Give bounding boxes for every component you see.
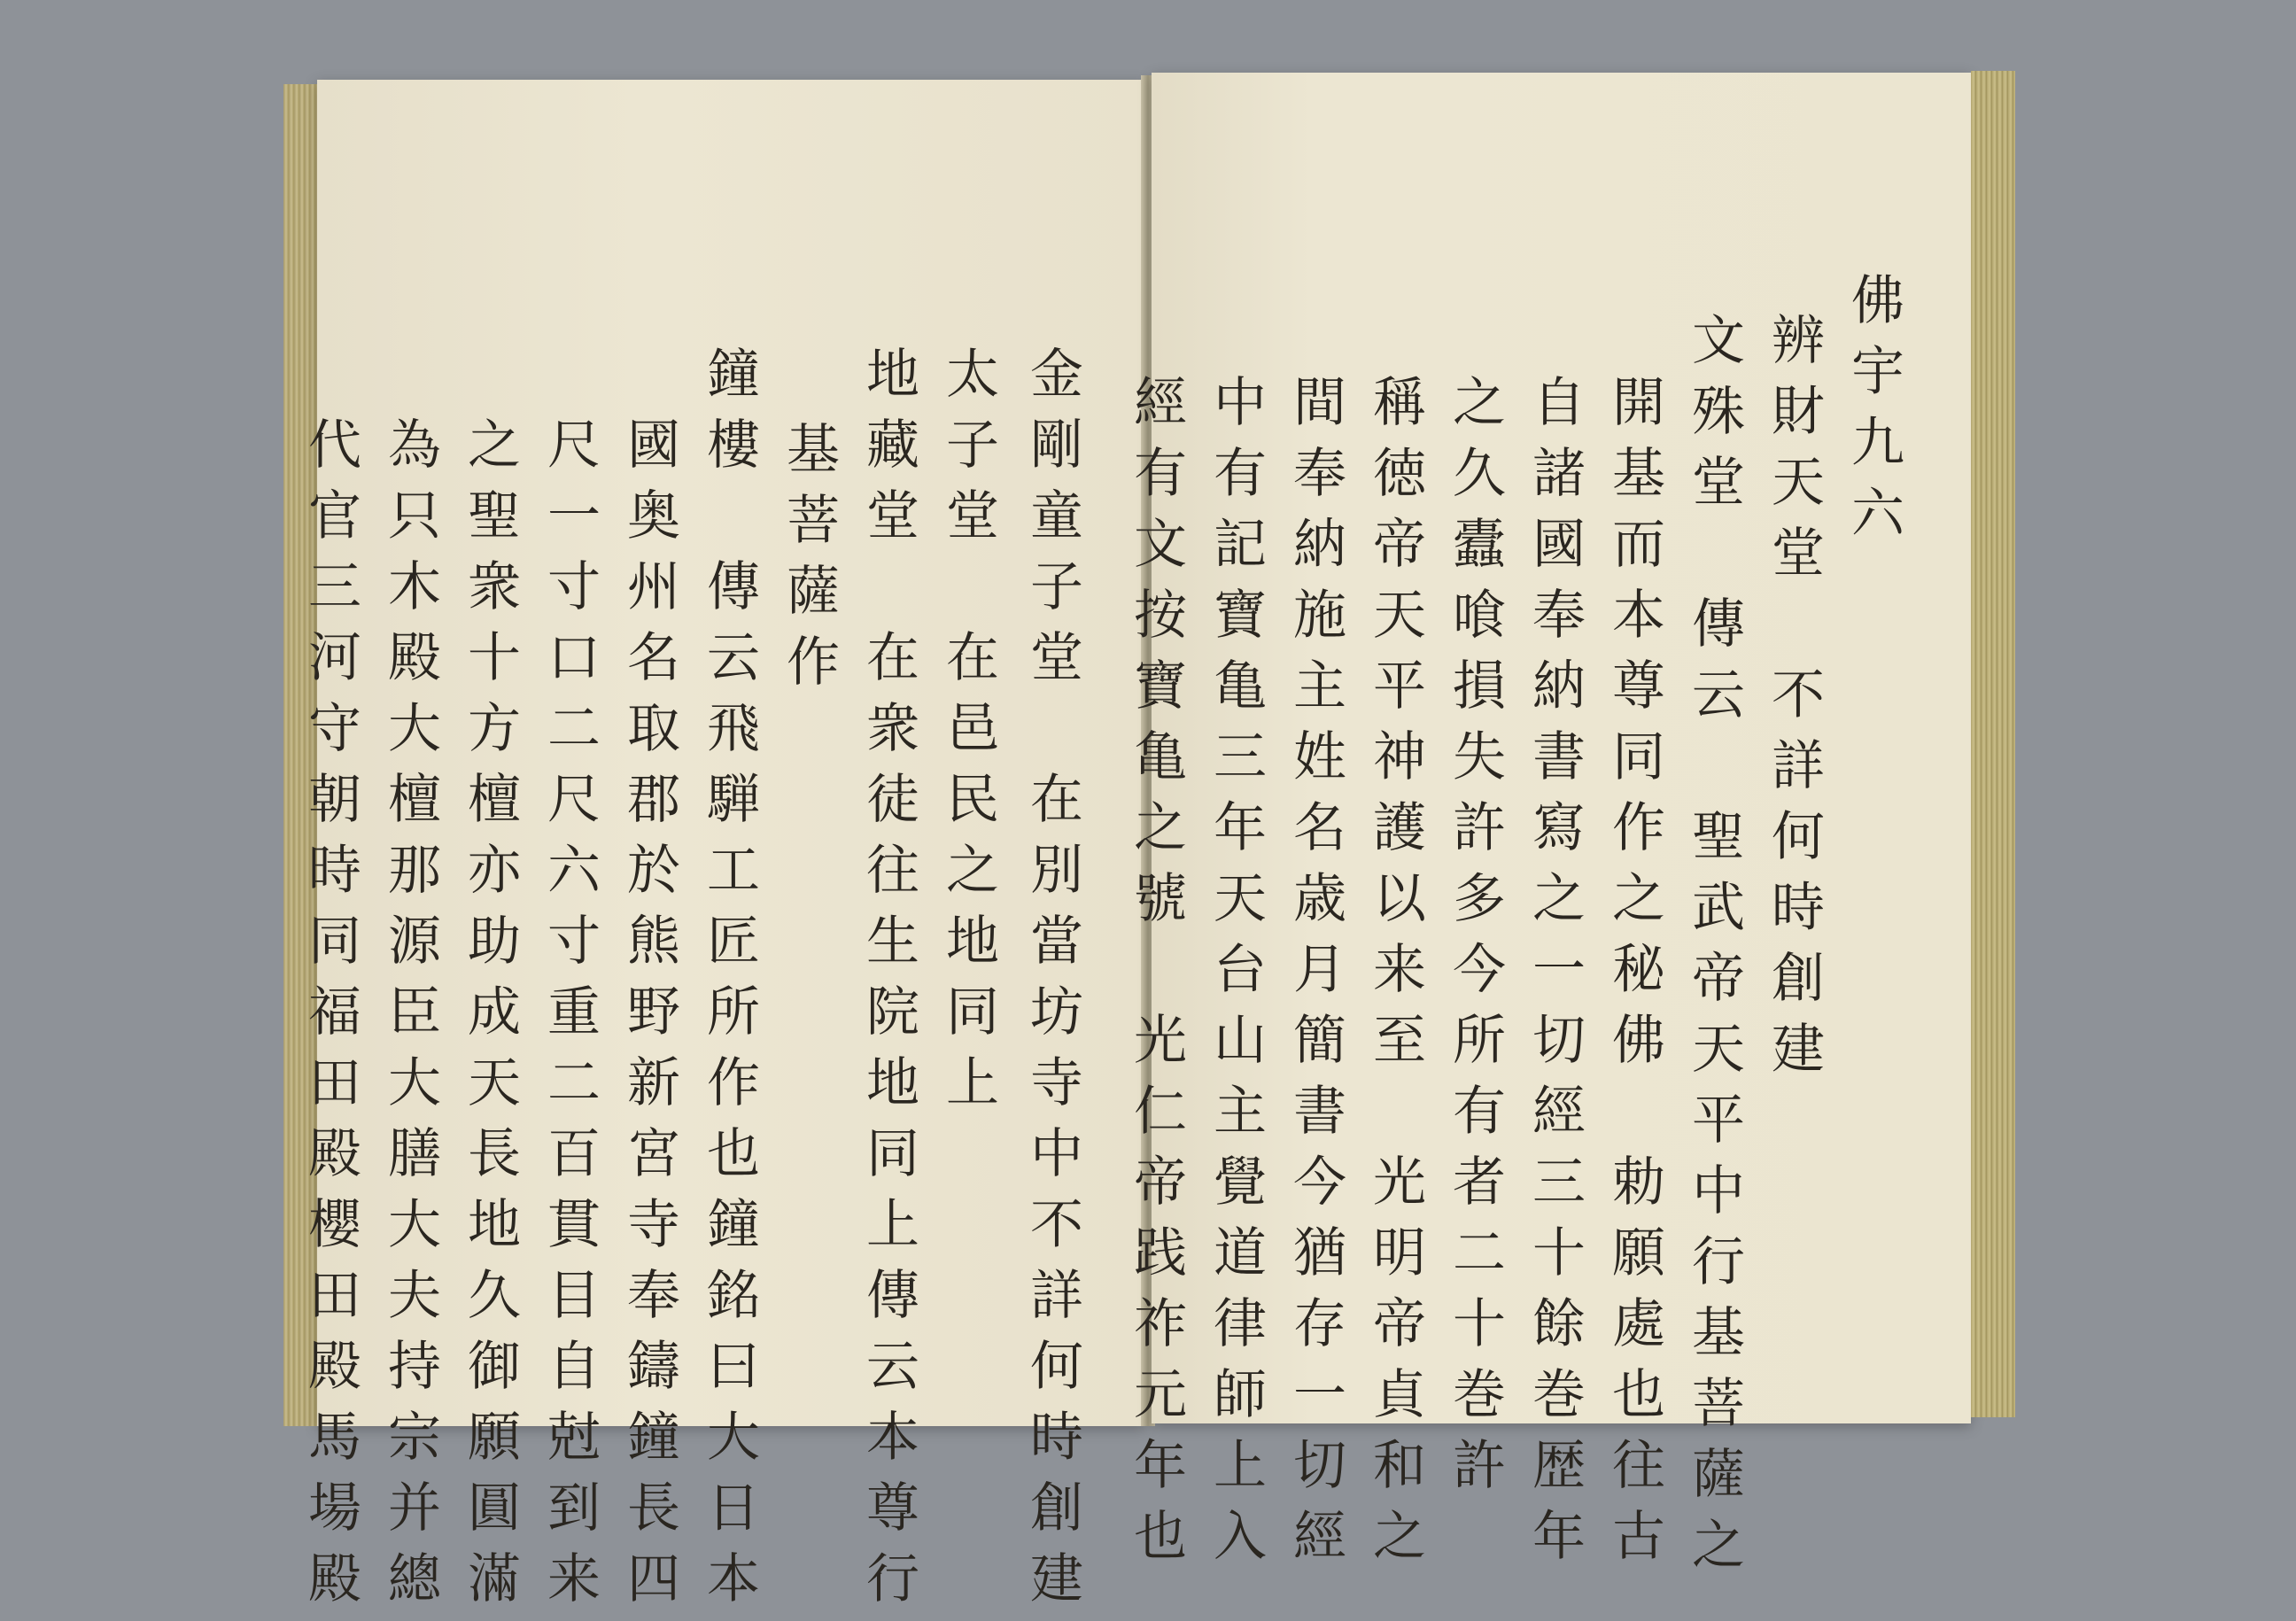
text-column: 開基而本尊同作之秘佛 勅願處也往古 [1603,374,1665,1578]
text-column: 稱徳帝天平神護以来至 光明帝貞和之 [1364,374,1426,1578]
text-column: 辨財天堂 不詳何時創建 [1763,312,1825,1091]
text-column: 地藏堂 在衆徒往生院地同上傳云本尊行 [857,345,919,1621]
text-column: 經有文按寶亀之號 光仁帝践祚元年也 [1125,374,1187,1578]
text-column: 代官三河守朝時同福田殿櫻田殿馬場殿 [299,416,361,1621]
page-edges-right [1971,71,2015,1417]
text-column: 金剛童子堂 在別當坊寺中不詳何時創建 [1021,345,1083,1621]
text-column: 文殊堂 傳云 聖武帝天平中行基菩薩之 [1683,312,1745,1587]
text-column: 基菩薩作 [778,421,840,704]
text-column: 太子堂 在邑民之地同上 [937,345,999,1125]
text-column: 自諸國奉納書寫之一切經三十餘巻歴年 [1524,374,1586,1578]
text-column: 為只木殿大檀那源臣大膳大夫持宗并總 [379,416,441,1621]
text-column: 鐘樓 傳云飛騨工匠所作也鐘銘曰大日本 [698,345,760,1621]
text-column: 之久蠹喰損失許多今所有者二十巻許 [1444,374,1506,1508]
text-column: 尺一寸口二尺六寸重二百貫目自尅到来 [539,416,601,1621]
text-column: 間奉納施主姓名歳月簡書今猶存一切經 [1284,374,1346,1578]
text-column: 國奥州名取郡於熊野新宮寺奉鑄鐘長四 [618,416,680,1621]
text-column: 之聖衆十方檀亦助成天長地久御願圓滿 [459,416,521,1621]
left-page [299,80,1145,1621]
page-heading: 佛宇九六 [1842,272,1904,555]
right-page [1125,73,1971,1587]
text-column: 中有記寶亀三年天台山主覺道律師上入 [1205,374,1267,1578]
